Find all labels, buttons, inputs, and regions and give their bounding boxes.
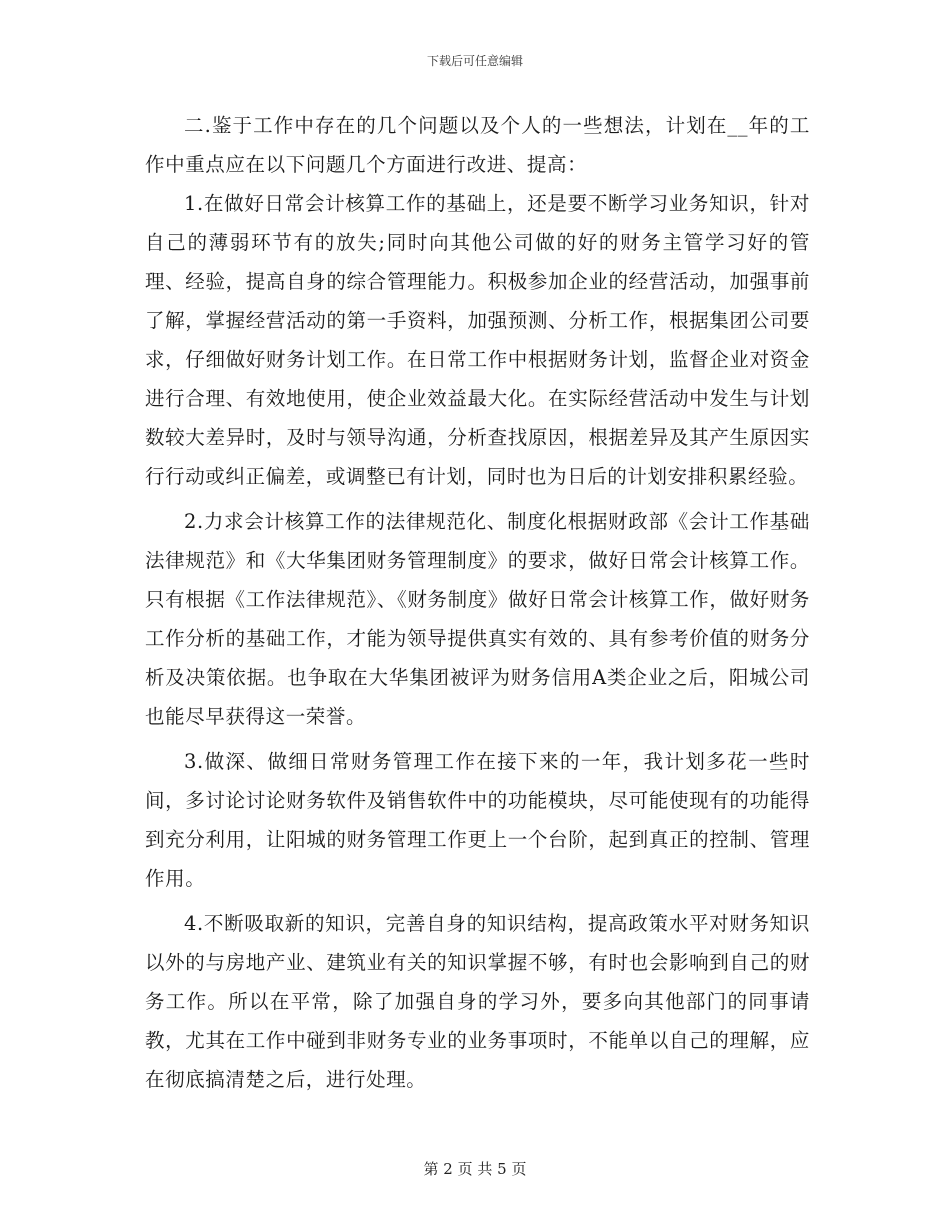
paragraph-item-4: 4.不断吸取新的知识，完善自身的知识结构，提高政策水平对财务知识以外的与房地产业、建筑业有关的知识掌握不够，有时也会影响到自己的财务工作。所以在平常，除了加强自身的学习外，要多向其他部门的同事请教，尤其在工作中碰到非财务专业的业务事项时，不能单以自己的理解，应在彻底搞清楚之后，进行处理。: [145, 912, 810, 1091]
paragraph-item-3: 3.做深、做细日常财务管理工作在接下来的一年，我计划多花一些时间，多讨论讨论财务软件及销售软件中的功能模块，尽可能使现有的功能得到充分利用，让阳城的财务管理工作更上一个台阶，起到真正的控制、管理作用。: [145, 750, 810, 890]
page-number: 第 2 页 共 5 页: [423, 1160, 527, 1178]
header-note: 下载后可任意编辑: [426, 54, 523, 68]
paragraph-section-two-intro: 二.鉴于工作中存在的几个问题以及个人的一些想法，计划在__年的工作中重点应在以下问题几个方面进行改进、提高：: [145, 114, 810, 176]
paragraph-item-1: 1.在做好日常会计核算工作的基础上，还是要不断学习业务知识，针对自己的薄弱环节有的放失;同时向其他公司做的好的财务主管学习好的管理、经验，提高自身的综合管理能力。积极参加企业的经营活动，加强事前了解，掌握经营活动的第一手资料，加强预测、分析工作，根据集团公司要求，仔细做好财务计划工作。在日常工作中根据财务计划，监督企业对资金进行合理、有效地使用，使企业效益最大化。在实际经营活动中发生与计划数较大差异时，及时与领导沟通，分析查找原因，根据差异及其产生原因实行行动或纠正偏差，或调整已有计划，同时也为日后的计划安排积累经验。: [145, 192, 810, 488]
document-body: [145, 106, 810, 1099]
paragraph-item-2: 2.力求会计核算工作的法律规范化、制度化根据财政部《会计工作基础法律规范》和《大华集团财务管理制度》的要求，做好日常会计核算工作。只有根据《工作法律规范》、《财务制度》做好日常会计核算工作，做好财务工作分析的基础工作，才能为领导提供真实有效的、具有参考价值的财务分析及决策依据。也争取在大华集团被评为财务信用A类企业之后，阳城公司也能尽早获得这一荣誉。: [145, 510, 810, 728]
